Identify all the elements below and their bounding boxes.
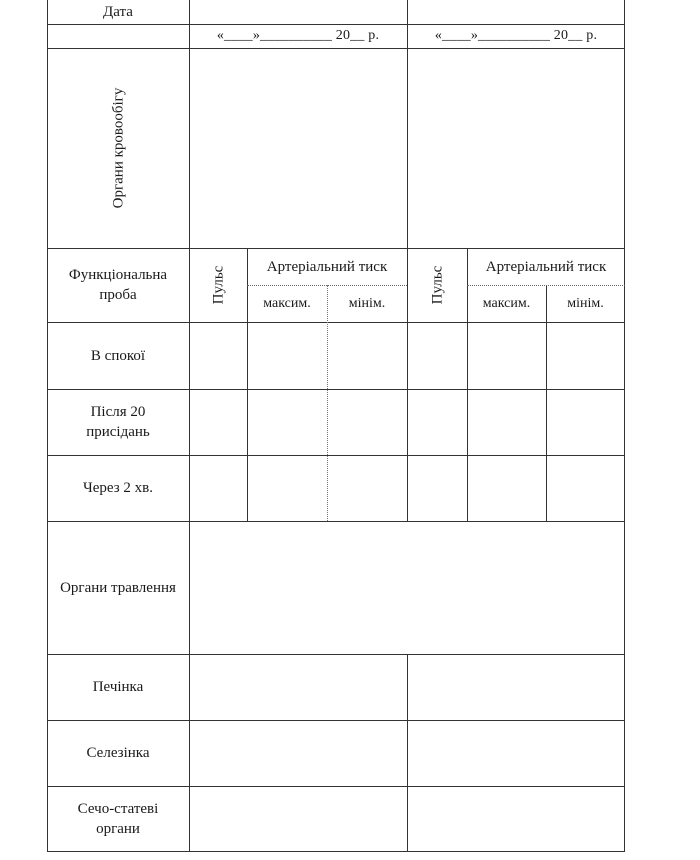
circulation-label-cell — [47, 48, 189, 248]
liver-label: Печінка — [92, 679, 144, 695]
liver-exam-1-field[interactable] — [189, 654, 407, 720]
row-label-after-squats: Після 20 присідань — [86, 404, 150, 440]
pulse-label: Пульс — [209, 265, 226, 305]
digestion-label: Органи травлення — [60, 579, 176, 596]
min-header-2: мінім. — [567, 295, 604, 311]
circulation-exam-2-field[interactable] — [407, 48, 625, 248]
row-label-after-2-min: Через 2 хв. — [82, 480, 153, 496]
date-label: Дата — [103, 4, 133, 20]
pulse-header-1 — [189, 248, 247, 322]
spleen-label: Селезінка — [86, 745, 150, 761]
medical-exam-form — [47, 0, 625, 852]
spleen-exam-1-field[interactable] — [189, 720, 407, 786]
digestion-field[interactable] — [189, 521, 625, 654]
circulation-label: Органи кровообігу — [109, 87, 126, 209]
functional-test-label: Функціональна проба — [68, 267, 168, 303]
blood-pressure-header-1: Артеріальний тиск — [266, 258, 388, 275]
blood-pressure-header-2: Артеріальний тиск — [485, 258, 607, 275]
pulse-label: Пульс — [428, 265, 445, 305]
max-header-2: максим. — [482, 295, 531, 311]
urogenital-label: Сечо-статеві органи — [77, 801, 159, 837]
date-blank-exam-1[interactable]: «____»__________ 20__ р. — [216, 28, 380, 43]
pulse-header-2 — [407, 248, 467, 322]
urogenital-exam-1-field[interactable] — [189, 786, 407, 852]
date-blank-exam-2[interactable]: «____»__________ 20__ р. — [434, 28, 598, 43]
urogenital-exam-2-field[interactable] — [407, 786, 625, 852]
circulation-exam-1-field[interactable] — [189, 48, 407, 248]
spleen-exam-2-field[interactable] — [407, 720, 625, 786]
liver-exam-2-field[interactable] — [407, 654, 625, 720]
max-header-1: максим. — [263, 295, 311, 311]
row-label-rest: В спокої — [90, 347, 146, 364]
min-header-1: мінім. — [348, 295, 386, 311]
